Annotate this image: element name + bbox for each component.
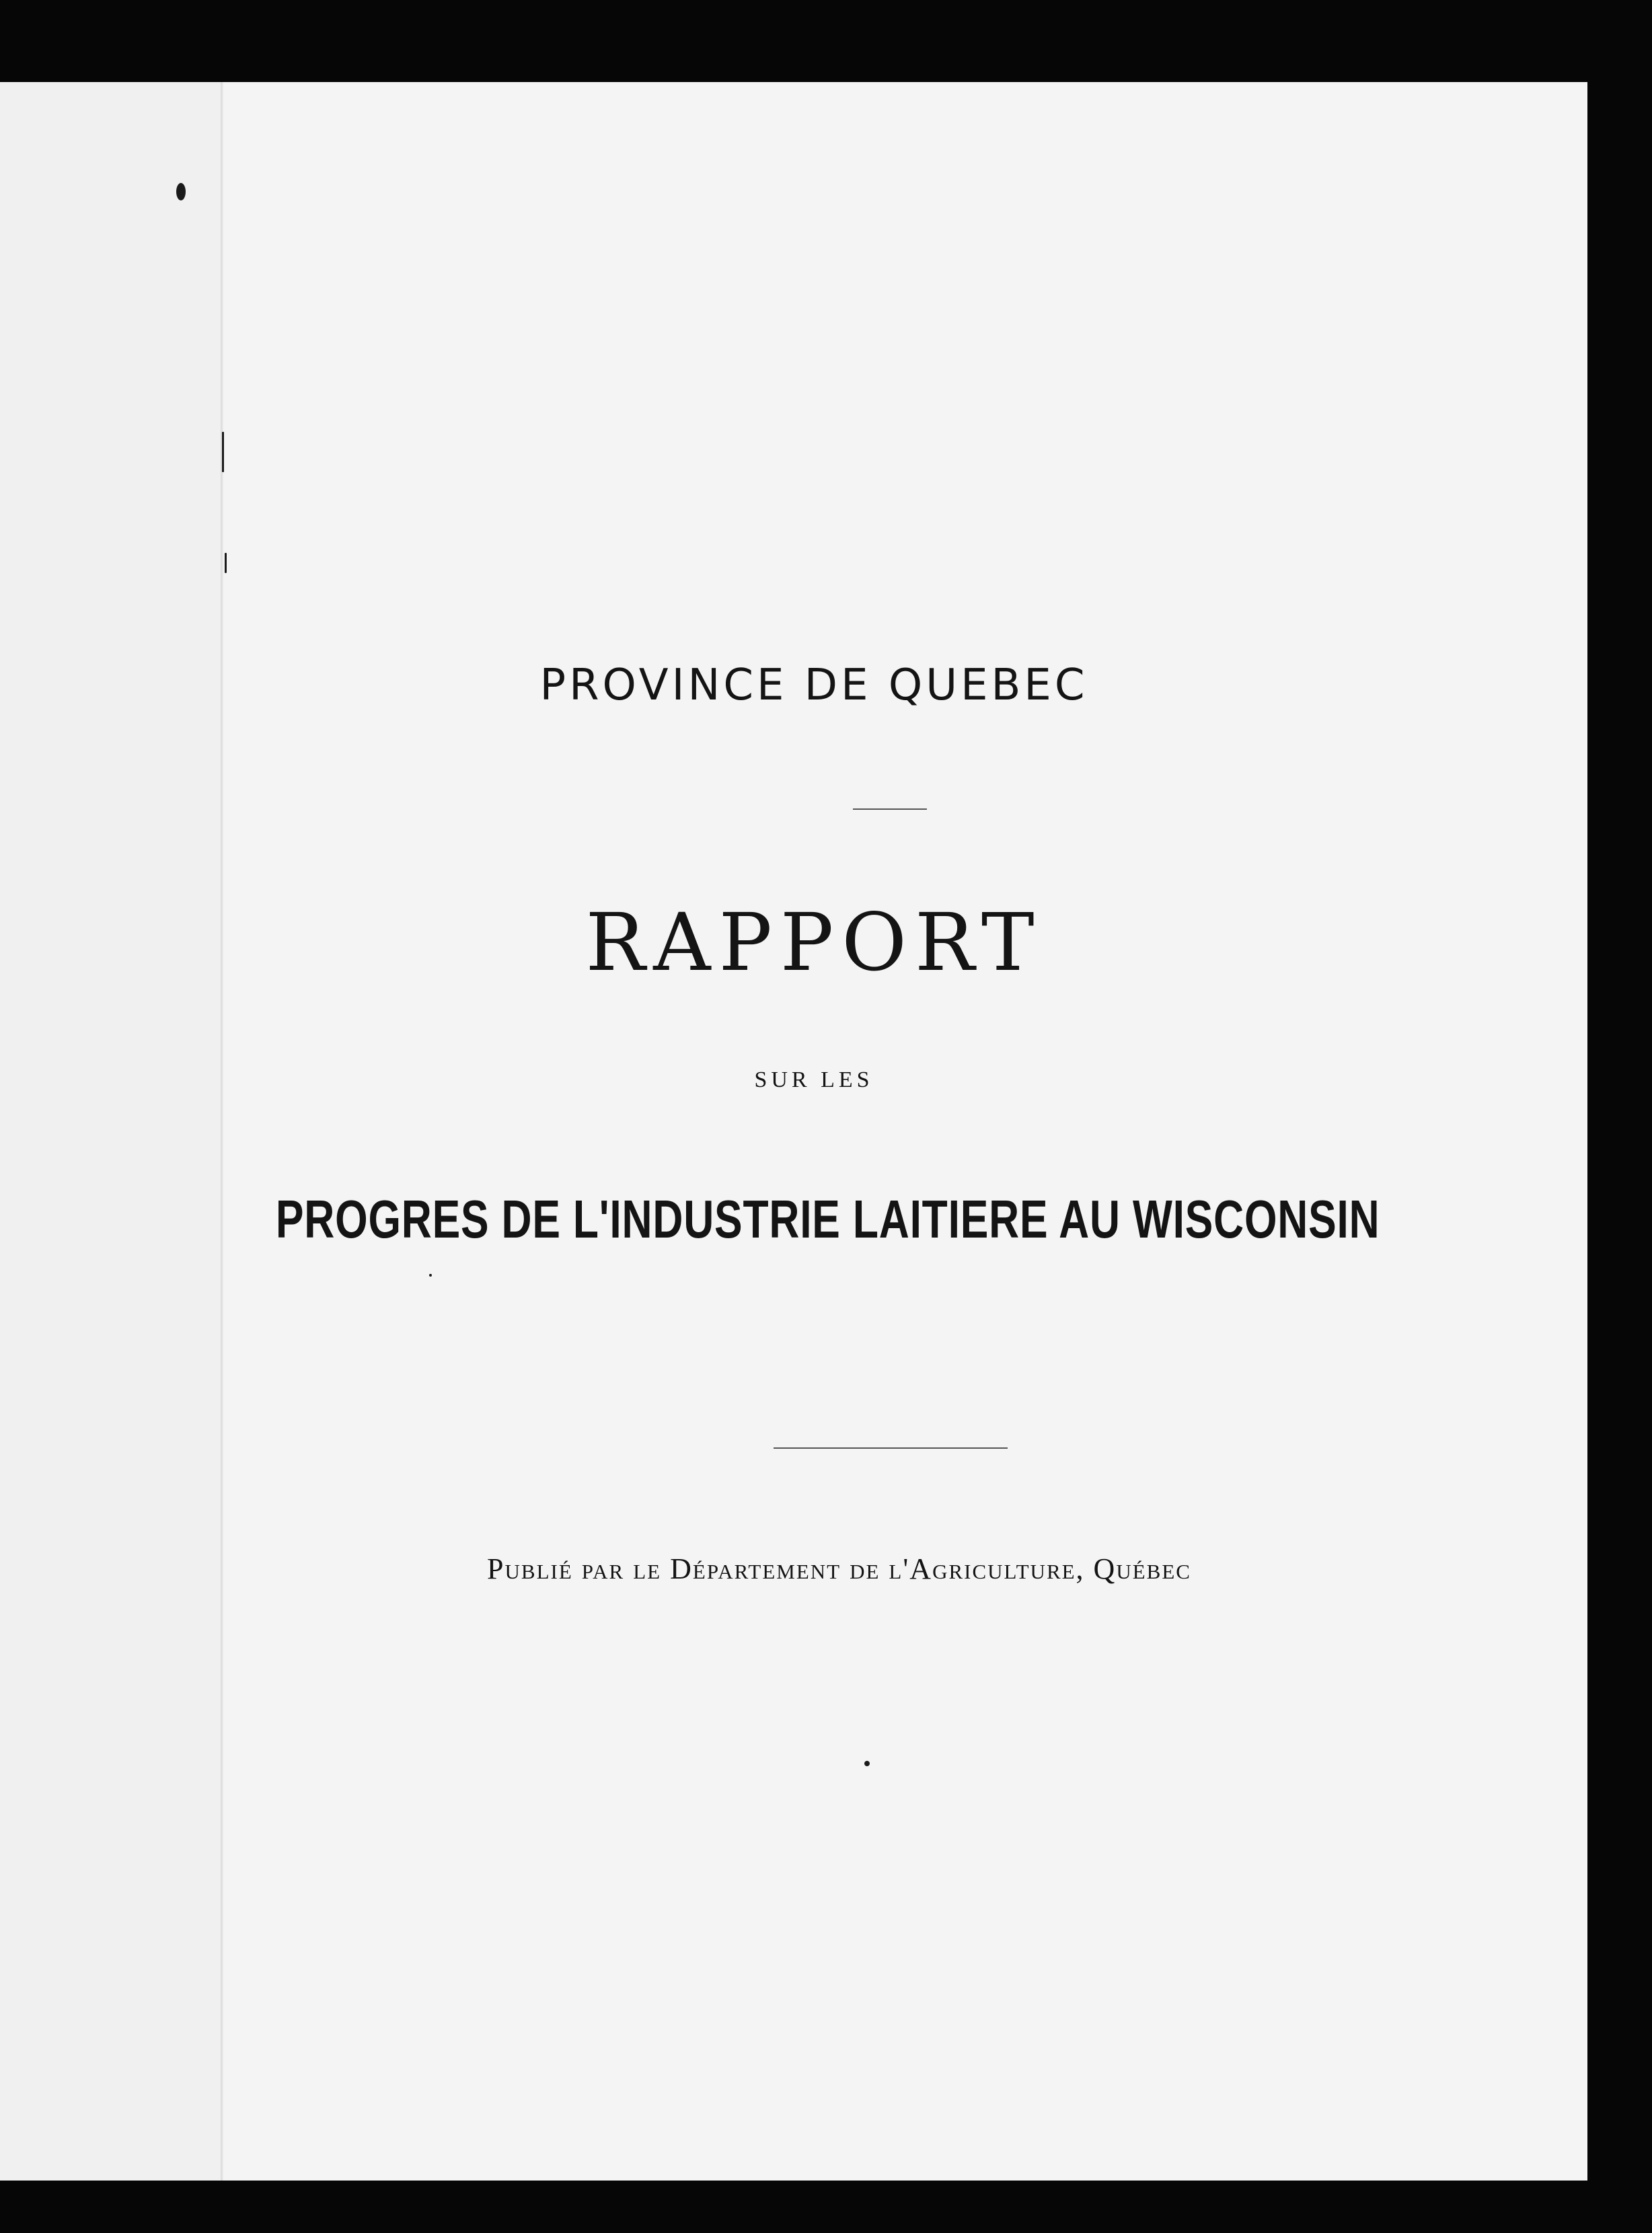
paper-speck xyxy=(429,1274,432,1277)
paper-speck xyxy=(864,1761,870,1766)
paper-speck xyxy=(225,553,227,573)
document-page xyxy=(0,82,1587,2181)
short-divider xyxy=(853,808,927,810)
paper-speck xyxy=(222,432,224,472)
left-page-margin xyxy=(0,82,221,2181)
long-divider xyxy=(774,1447,1008,1449)
paper-speck xyxy=(176,183,186,200)
sur-les-label: SUR LES xyxy=(754,1067,874,1092)
report-title: RAPPORT xyxy=(585,896,1043,989)
page-fold-line xyxy=(221,82,223,2181)
province-heading: PROVINCE DE QUEBEC xyxy=(539,660,1088,710)
report-subject: PROGRES DE L'INDUSTRIE LAITIERE AU WISCONSIN xyxy=(275,1189,1380,1249)
publisher-line: Publié par le Département de l'Agriculture, Québec xyxy=(487,1552,1191,1585)
